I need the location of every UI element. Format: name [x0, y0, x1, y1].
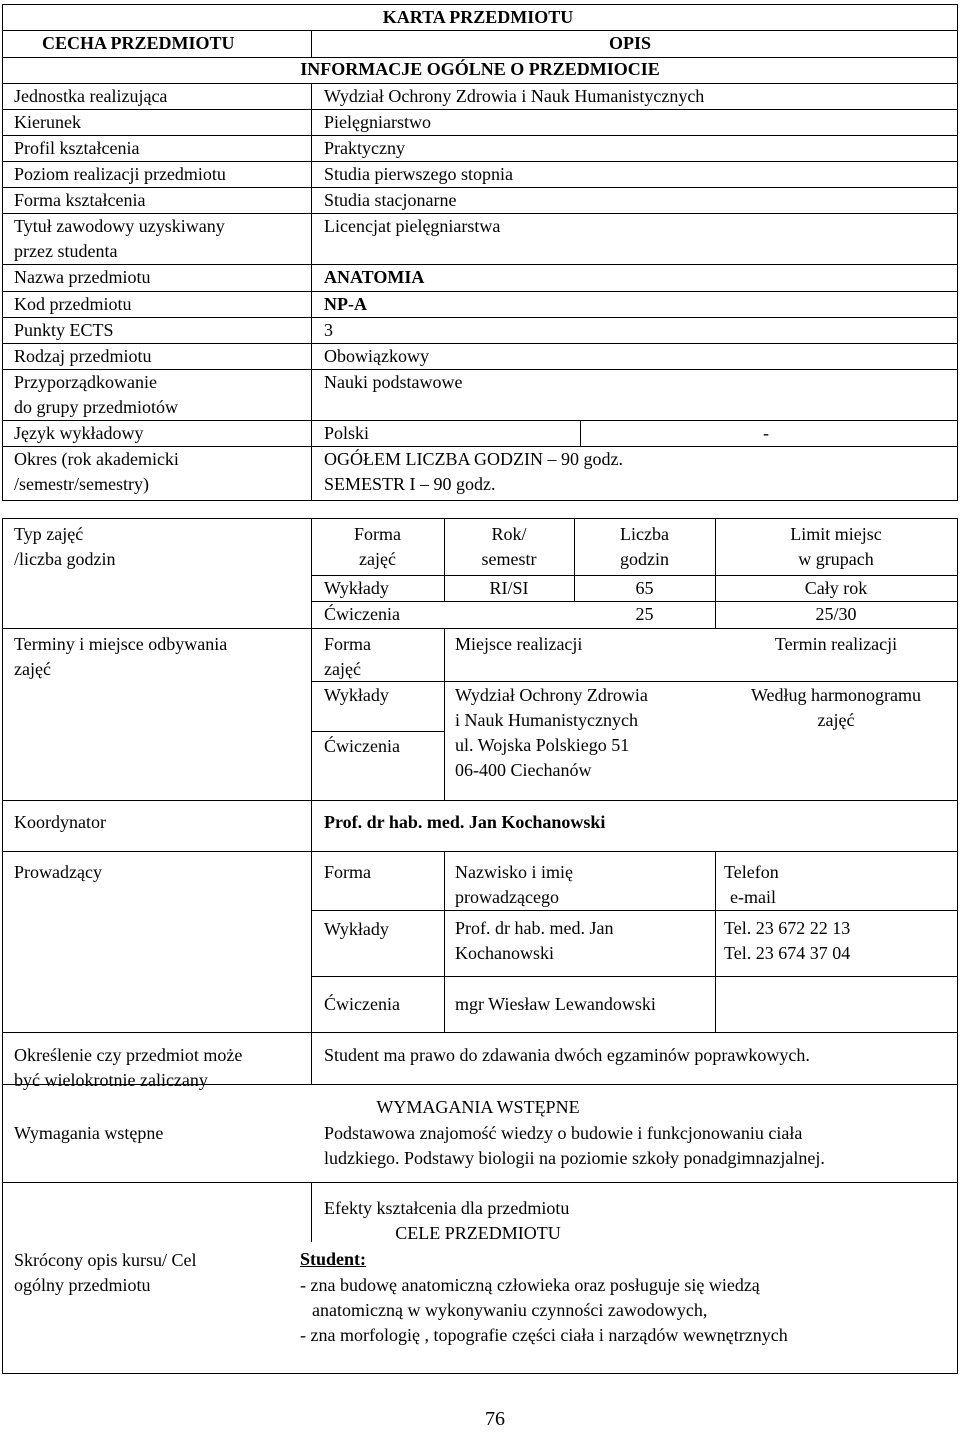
classes-header-limit-cont: w grupach — [798, 549, 874, 569]
schedule-date-line: zajęć — [817, 710, 855, 730]
info-value-period-semester: SEMESTR I – 90 godz. — [324, 474, 496, 494]
info-label-study-form: Forma kształcenia — [14, 190, 146, 210]
page-number: 76 — [485, 1408, 505, 1430]
column-header-feature: CECHA PRZEDMIOTU — [42, 33, 235, 53]
schedule-form-lectures: Wykłady — [324, 685, 389, 705]
repeat-pass-value: Student ma prawo do zdawania dwóch egzaminów poprawkowych. — [324, 1045, 810, 1065]
classes-header-year-cont: semestr — [481, 549, 537, 569]
schedule-place-line: 06-400 Ciechanów — [455, 760, 592, 780]
info-label-group: Przyporządkowanie — [14, 372, 157, 392]
requirements-line: ludzkiego. Podstawy biologii na poziomie szkoły ponadgimnazjalnej. — [324, 1148, 825, 1168]
goal-line: - zna morfologię , topografie części ciała i narządów wewnętrznych — [300, 1325, 788, 1345]
info-label-period: Okres (rok akademicki — [14, 449, 179, 469]
grid-line — [311, 681, 958, 682]
lecturers-header-phone: Telefon — [724, 862, 779, 882]
classes-row-hours: 25 — [635, 604, 654, 624]
classes-row-year: RI/SI — [489, 578, 529, 598]
classes-row-form: Wykłady — [324, 578, 389, 598]
lecturers-label: Prowadzący — [14, 862, 102, 882]
grid-line — [2, 135, 958, 136]
grid-line — [580, 420, 581, 446]
grid-line — [2, 317, 958, 318]
info-value-unit: Wydział Ochrony Zdrowia i Nauk Humanistycznych — [324, 86, 705, 106]
info-value-field: Pielęgniarstwo — [324, 112, 431, 132]
grid-line — [311, 910, 958, 911]
repeat-pass-label-cont: być wielokrotnie zaliczany — [14, 1070, 208, 1090]
column-header-description: OPIS — [609, 33, 652, 53]
grid-line — [444, 628, 445, 800]
classes-header-limit: Limit miejsc — [790, 524, 882, 544]
info-label-profile: Profil kształcenia — [14, 138, 140, 158]
student-heading: Student: — [300, 1249, 367, 1269]
schedule-form-exercises: Ćwiczenia — [324, 736, 400, 756]
grid-line — [2, 628, 958, 629]
info-label-title-cont: przez studenta — [14, 241, 118, 261]
classes-header-hours-cont: godzin — [620, 549, 669, 569]
info-label-course-name: Nazwa przedmiotu — [14, 267, 151, 287]
info-value-course-type: Obowiązkowy — [324, 346, 429, 366]
info-label-unit: Jednostka realizująca — [14, 86, 168, 106]
lecturers-row1-name-cont: Kochanowski — [455, 943, 554, 963]
info-value-course-name: ANATOMIA — [324, 267, 425, 287]
classes-type-label-cont: /liczba godzin — [14, 549, 116, 569]
schedule-label: Terminy i miejsce odbywania — [14, 634, 228, 654]
coordinator-label: Koordynator — [14, 812, 106, 832]
grid-line — [311, 731, 444, 732]
classes-header-hours: Liczba — [620, 524, 669, 544]
coordinator-value: Prof. dr hab. med. Jan Kochanowski — [324, 812, 606, 832]
grid-line — [957, 518, 958, 1373]
requirements-label: Wymagania wstępne — [14, 1123, 164, 1143]
info-value-ects: 3 — [324, 320, 333, 340]
lecturers-row1-name: Prof. dr hab. med. Jan — [455, 918, 614, 938]
schedule-place-line: Wydział Ochrony Zdrowia — [455, 685, 648, 705]
schedule-header-form-cont: zajęć — [324, 659, 361, 679]
grid-line — [311, 30, 312, 57]
info-value-period-total: OGÓŁEM LICZBA GODZIN – 90 godz. — [324, 449, 623, 469]
grid-line — [2, 518, 958, 519]
course-summary-label: Skrócony opis kursu/ Cel — [14, 1250, 197, 1270]
card-title: KARTA PRZEDMIOTU — [382, 7, 574, 27]
grid-line — [2, 420, 958, 421]
grid-line — [311, 83, 312, 500]
schedule-header-form: Forma — [324, 634, 371, 654]
lecturers-row1-form: Wykłady — [324, 919, 389, 939]
grid-line — [715, 851, 716, 1032]
schedule-header-date: Termin realizacji — [774, 634, 898, 654]
info-label-language: Język wykładowy — [14, 423, 144, 443]
grid-line — [2, 851, 958, 852]
info-value-language-extra: - — [763, 423, 769, 443]
lecturers-row1-phone2: Tel. 23 674 37 04 — [724, 943, 851, 963]
info-value-course-code: NP-A — [324, 294, 367, 314]
lecturers-header-email: e-mail — [730, 887, 776, 907]
classes-header-year: Rok/ — [491, 524, 527, 544]
classes-row-limit: Cały rok — [804, 578, 868, 598]
info-label-course-code: Kod przedmiotu — [14, 294, 132, 314]
grid-line — [2, 109, 958, 110]
info-label-level: Poziom realizacji przedmiotu — [14, 164, 226, 184]
classes-header-form: Forma — [354, 524, 401, 544]
info-label-field: Kierunek — [14, 112, 81, 132]
lecturers-row1-phone: Tel. 23 672 22 13 — [724, 918, 851, 938]
info-value-level: Studia pierwszego stopnia — [324, 164, 513, 184]
goals-heading: CELE PRZEDMIOTU — [395, 1223, 561, 1243]
info-label-ects: Punkty ECTS — [14, 320, 114, 340]
section-heading-general: INFORMACJE OGÓLNE O PRZEDMIOCIE — [300, 59, 660, 79]
info-value-group: Nauki podstawowe — [324, 372, 463, 392]
info-value-title: Licencjat pielęgniarstwa — [324, 216, 501, 236]
requirements-line: Podstawowa znajomość wiedzy o budowie i funkcjonowaniu ciała — [324, 1123, 803, 1143]
grid-line — [2, 1032, 958, 1033]
info-label-course-type: Rodzaj przedmiotu — [14, 346, 152, 366]
grid-line — [2, 1182, 958, 1183]
classes-row-hours: 65 — [635, 578, 654, 598]
schedule-date-line: Według harmonogramu — [750, 685, 921, 705]
grid-line — [2, 800, 958, 801]
repeat-pass-label: Określenie czy przedmiot może — [14, 1045, 243, 1065]
goal-line: anatomiczną w wykonywaniu czynności zawodowych, — [312, 1300, 708, 1320]
classes-row-form: Ćwiczenia — [324, 604, 400, 624]
goal-line: - zna budowę anatomiczną człowieka oraz posługuje się wiedzą — [300, 1275, 760, 1295]
info-value-profile: Praktyczny — [324, 138, 405, 158]
grid-line — [311, 976, 958, 977]
classes-row-limit: 25/30 — [815, 604, 857, 624]
classes-header-form-cont: zajęć — [359, 549, 396, 569]
grid-line — [2, 518, 3, 1373]
info-label-group-cont: do grupy przedmiotów — [14, 397, 178, 417]
schedule-place-line: ul. Wojska Polskiego 51 — [455, 735, 630, 755]
course-summary-label-cont: ogólny przedmiotu — [14, 1275, 151, 1295]
schedule-place-line: i Nauk Humanistycznych — [455, 710, 638, 730]
grid-line — [2, 1373, 958, 1374]
info-value-language: Polski — [324, 423, 370, 443]
grid-line — [2, 291, 958, 292]
info-value-study-form: Studia stacjonarne — [324, 190, 457, 210]
info-label-title: Tytuł zawodowy uzyskiwany — [14, 216, 225, 236]
grid-line — [444, 851, 445, 1032]
schedule-label-cont: zajęć — [14, 659, 51, 679]
grid-line — [2, 500, 958, 501]
schedule-header-place: Miejsce realizacji — [455, 634, 583, 654]
classes-type-label: Typ zajęć — [14, 524, 84, 544]
requirements-heading: WYMAGANIA WSTĘPNE — [376, 1097, 580, 1117]
lecturers-header-name-cont: prowadzącego — [455, 887, 559, 907]
info-label-period-cont: /semestr/semestry) — [14, 474, 149, 494]
lecturers-header-form: Forma — [324, 862, 371, 882]
lecturers-row2-form: Ćwiczenia — [324, 994, 400, 1014]
grid-line — [311, 518, 312, 1084]
lecturers-row2-name: mgr Wiesław Lewandowski — [455, 994, 656, 1014]
lecturers-header-name: Nazwisko i imię — [455, 862, 573, 882]
outcomes-heading: Efekty kształcenia dla przedmiotu — [324, 1198, 570, 1218]
